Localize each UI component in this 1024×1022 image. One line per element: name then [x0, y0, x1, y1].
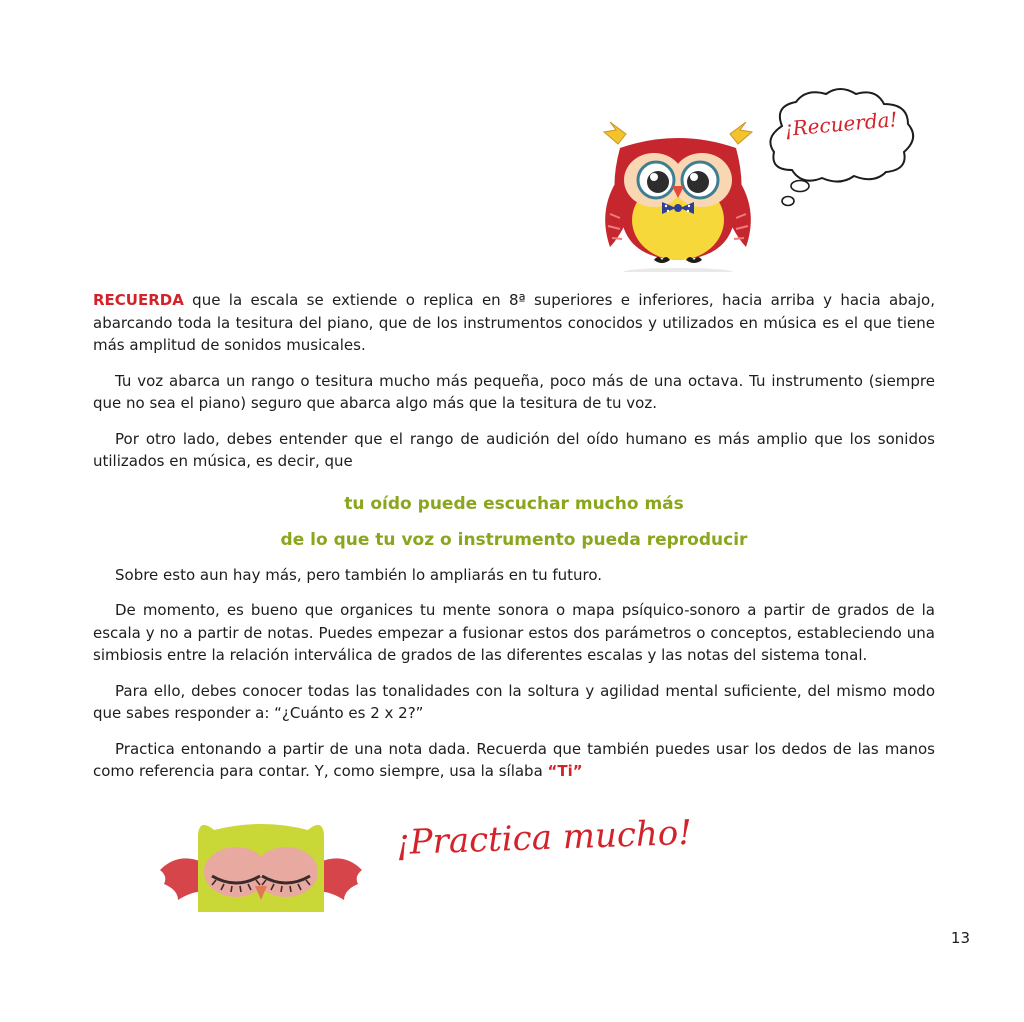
highlight-line-2: de lo que tu voz o instrumento pueda reproducir — [280, 529, 748, 550]
paragraph-4: Sobre esto aun hay más, pero también lo ampliarás en tu futuro. — [115, 565, 603, 584]
paragraph-3: Por otro lado, debes entender que el rango de audición del oído humano es más amplio que los sonidos utilizados en música, es decir, que — [93, 429, 935, 470]
owl-illustration-icon — [598, 122, 758, 272]
paragraph-1-text: que la escala se extiende o replica en 8ª superiores e inferiores, hacia arriba y hacia abajo, abarcando toda la tesitura del piano, que de los instrumentos conocidos y utilizados en música es el que tiene más amplitud de sonidos musicales. — [93, 291, 935, 354]
ti-syllable: “Ti” — [547, 762, 583, 780]
page-number: 13 — [950, 929, 970, 947]
paragraph-7-text: Practica entonando a partir de una nota dada. Recuerda que también puedes usar los dedos de las manos como referencia para contar. Y, como siempre, usa la sílaba — [93, 739, 935, 780]
practica-handwritten: ¡Practica mucho! — [395, 812, 693, 864]
paragraph-5: De momento, es bueno que organices tu mente sonora o mapa psíquico-sonoro a partir de grados de la escala y no a partir de notas. Puedes empezar a fusionar estos dos parámetros o conceptos, estableciendo una simbiosis entre la relación interválica de grados de las diferentes escalas y las notas del sistema tonal. — [93, 601, 935, 664]
body-text — [93, 289, 935, 796]
bubble-text: ¡Recuerda! — [783, 107, 899, 141]
highlight-line-1: tu oído puede escuchar mucho más — [344, 493, 684, 514]
paragraph-1 — [93, 289, 935, 357]
paragraph-7 — [93, 738, 935, 783]
highlight-quote — [93, 486, 935, 558]
paragraph-2: Tu voz abarca un rango o tesitura mucho más pequeña, poco más de una octava. Tu instrumento (siempre que no sea el piano) seguro que abarca algo más que la tesitura de tu voz. — [93, 371, 935, 412]
recuerda-lead: RECUERDA — [93, 291, 184, 309]
sleeping-owl-icon — [158, 818, 364, 912]
paragraph-6: Para ello, debes conocer todas las tonalidades con la soltura y agilidad mental suficiente, del mismo modo que sabes responder a: “¿Cuánto es 2 x 2?” — [93, 681, 935, 722]
thought-bubble-icon — [762, 86, 918, 210]
